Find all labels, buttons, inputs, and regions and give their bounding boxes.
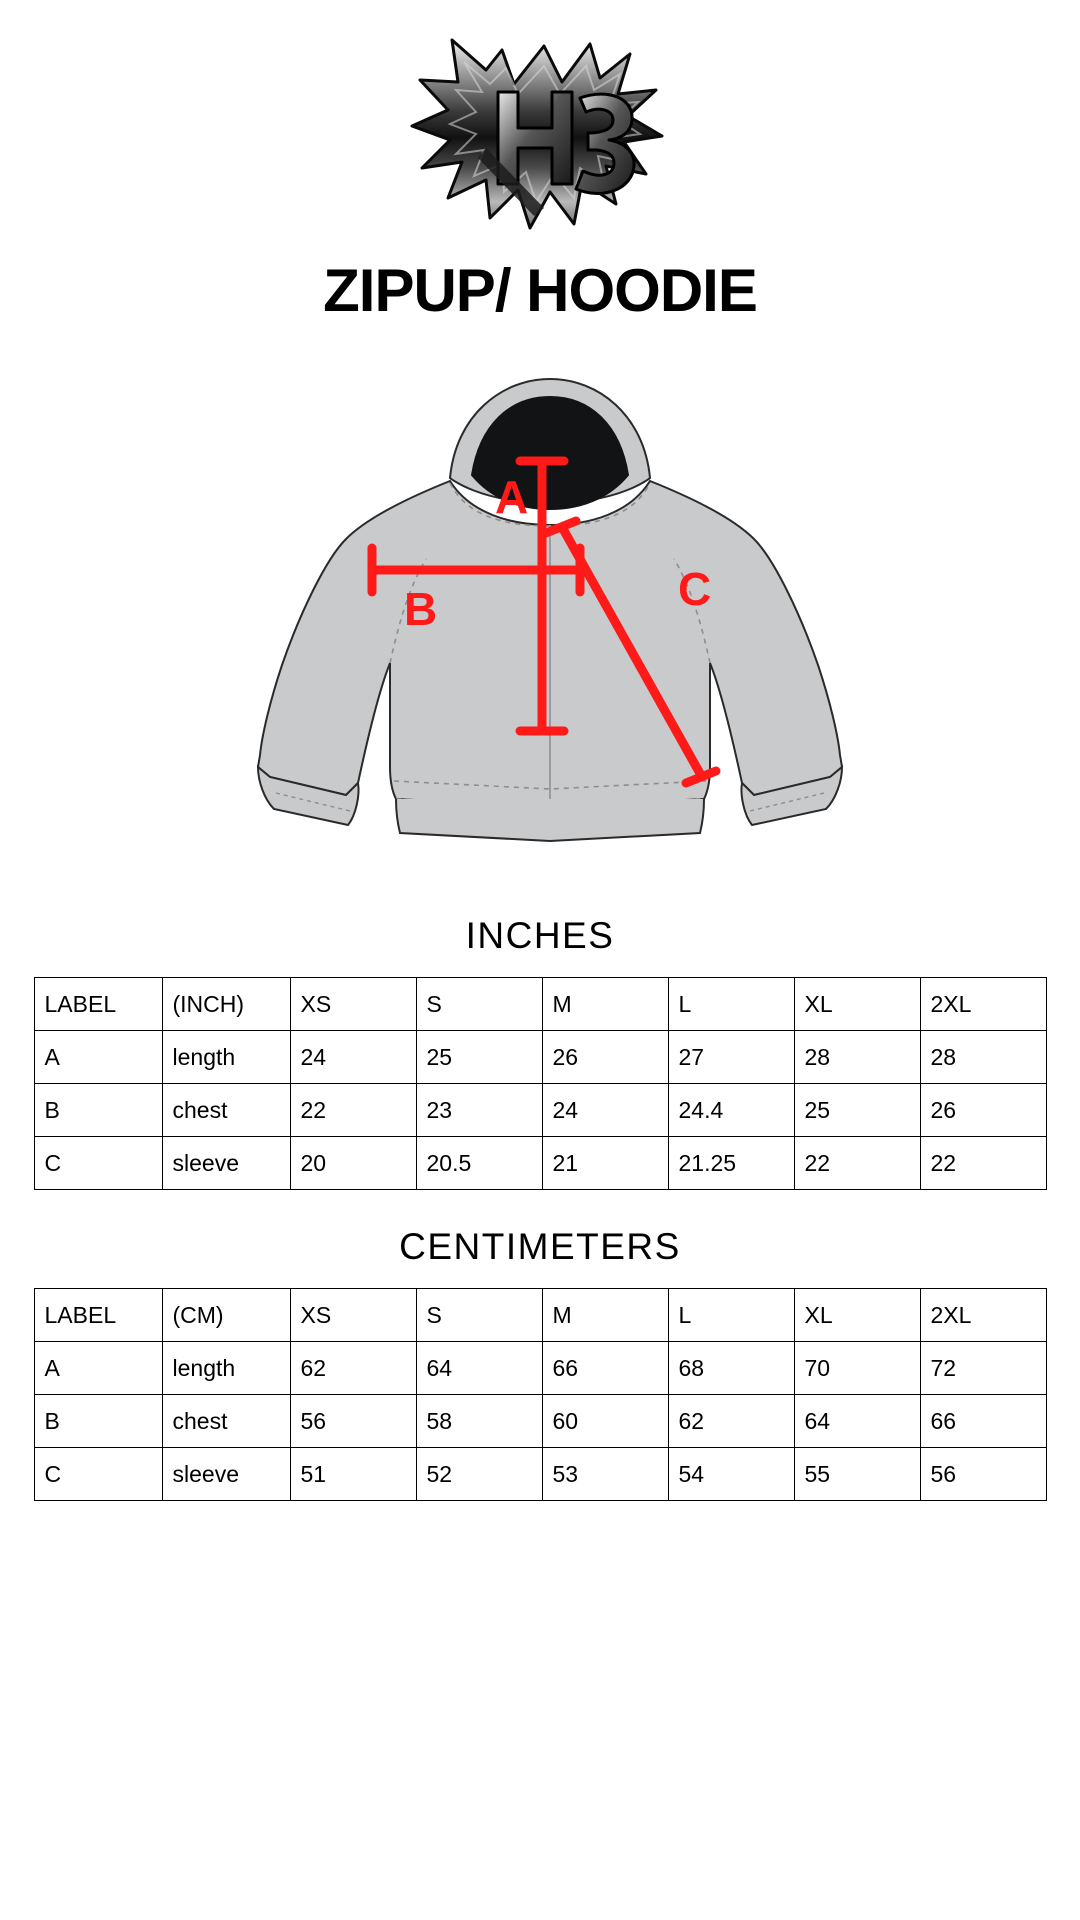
table-cell: 27 — [668, 1031, 794, 1084]
marker-label-c: C — [678, 563, 712, 615]
table-cell: 66 — [920, 1395, 1046, 1448]
table-cell: 53 — [542, 1448, 668, 1501]
table-cell: B — [34, 1084, 162, 1137]
brand-logo — [390, 28, 690, 243]
column-header: M — [542, 1289, 668, 1342]
column-header: 2XL — [920, 1289, 1046, 1342]
table-cell: length — [162, 1342, 290, 1395]
table-row — [34, 1448, 1046, 1501]
table-cell: 64 — [416, 1342, 542, 1395]
table-cell: 56 — [290, 1395, 416, 1448]
table-cell: chest — [162, 1084, 290, 1137]
table-cell: 24.4 — [668, 1084, 794, 1137]
centimeters-heading: CENTIMETERS — [399, 1226, 681, 1267]
table-cell: 54 — [668, 1448, 794, 1501]
table-cell: 56 — [920, 1448, 1046, 1501]
column-header: M — [542, 978, 668, 1031]
table-cell: 58 — [416, 1395, 542, 1448]
inches-heading: INCHES — [465, 915, 615, 956]
column-header: LABEL — [34, 978, 162, 1031]
column-header: XL — [794, 978, 920, 1031]
column-header: L — [668, 978, 794, 1031]
table-cell: 66 — [542, 1342, 668, 1395]
table-cell: 20 — [290, 1137, 416, 1190]
column-header: XS — [290, 978, 416, 1031]
table-row — [34, 1031, 1046, 1084]
inches-table — [34, 977, 1047, 1190]
table-cell: 62 — [290, 1342, 416, 1395]
table-cell: 64 — [794, 1395, 920, 1448]
table-cell: 51 — [290, 1448, 416, 1501]
column-header: (CM) — [162, 1289, 290, 1342]
column-header: XS — [290, 1289, 416, 1342]
table-cell: 28 — [920, 1031, 1046, 1084]
table-cell: A — [34, 1342, 162, 1395]
table-cell: 25 — [416, 1031, 542, 1084]
table-cell: 70 — [794, 1342, 920, 1395]
table-cell: 20.5 — [416, 1137, 542, 1190]
table-cell: 72 — [920, 1342, 1046, 1395]
marker-label-b: B — [404, 583, 438, 635]
table-row — [34, 1395, 1046, 1448]
table-cell: 24 — [542, 1084, 668, 1137]
table-row — [34, 1342, 1046, 1395]
table-cell: 60 — [542, 1395, 668, 1448]
marker-label-a: A — [495, 471, 529, 523]
column-header: S — [416, 1289, 542, 1342]
centimeters-table — [34, 1288, 1047, 1501]
table-cell: 23 — [416, 1084, 542, 1137]
table-cell: length — [162, 1031, 290, 1084]
page-title: ZIPUP/ HOODIE — [323, 257, 757, 324]
table-cell: chest — [162, 1395, 290, 1448]
table-cell: B — [34, 1395, 162, 1448]
garment-diagram — [0, 363, 1080, 863]
table-cell: 25 — [794, 1084, 920, 1137]
column-header: 2XL — [920, 978, 1046, 1031]
table-cell: 26 — [542, 1031, 668, 1084]
table-cell: sleeve — [162, 1137, 290, 1190]
column-header: (INCH) — [162, 978, 290, 1031]
table-cell: 28 — [794, 1031, 920, 1084]
table-row — [34, 1084, 1046, 1137]
table-cell: 21.25 — [668, 1137, 794, 1190]
table-header-row — [34, 1289, 1046, 1342]
table-cell: 62 — [668, 1395, 794, 1448]
table-cell: 26 — [920, 1084, 1046, 1137]
table-cell: 68 — [668, 1342, 794, 1395]
table-cell: C — [34, 1137, 162, 1190]
column-header: LABEL — [34, 1289, 162, 1342]
table-cell: C — [34, 1448, 162, 1501]
table-row — [34, 1137, 1046, 1190]
table-header-row — [34, 978, 1046, 1031]
column-header: S — [416, 978, 542, 1031]
column-header: XL — [794, 1289, 920, 1342]
table-cell: 24 — [290, 1031, 416, 1084]
column-header: L — [668, 1289, 794, 1342]
table-cell: 55 — [794, 1448, 920, 1501]
table-cell: 52 — [416, 1448, 542, 1501]
table-cell: 21 — [542, 1137, 668, 1190]
table-cell: A — [34, 1031, 162, 1084]
table-cell: 22 — [920, 1137, 1046, 1190]
table-cell: 22 — [290, 1084, 416, 1137]
table-cell: 22 — [794, 1137, 920, 1190]
table-cell: sleeve — [162, 1448, 290, 1501]
